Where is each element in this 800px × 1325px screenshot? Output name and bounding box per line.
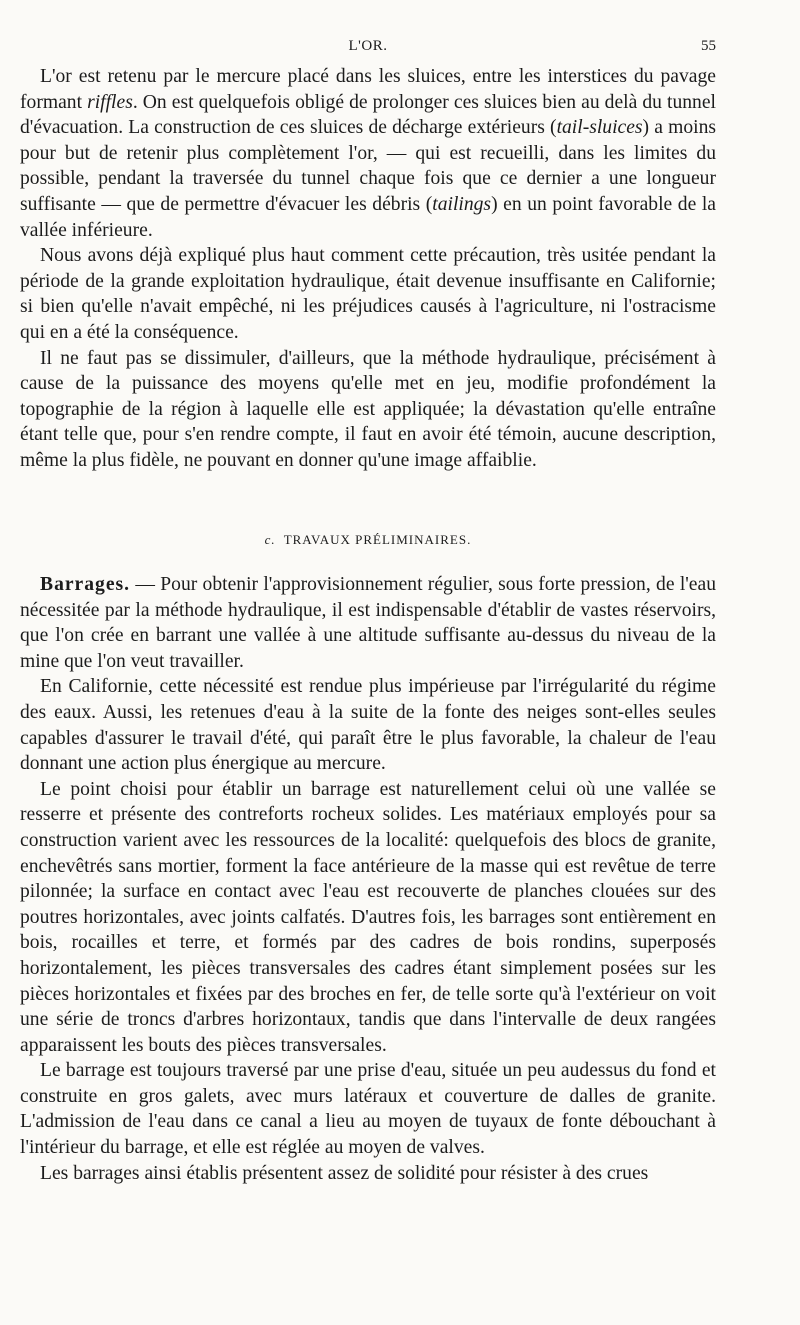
paragraph-point-choisi: Le point choisi pour établir un barrage est naturellement celui où une vallée se resserre et présente des contreforts rocheux solides. Les matériaux employés pour sa construction varient avec les ressources de la localité: quelquefois des blocs de granite, enchevêtrés sans mortier, forment la face antérieure de la masse qui est revêtue de terre pilonnée; la surface en contact avec l'eau est recouverte de planches clouées sur des poutres horizontales, avec joints calfatés. D'autres fois, les barrages sont entièrement en bois, rocailles et terre, et formés par des cadres de bois rondins, superposés horizontalement, les pièces transversales des cadres étant simplement posées sur les pièces horizontales et fixées par des broches en fer, de telle sorte qu'à l'extérieur on voit une série de troncs d'arbres horizontaux, tandis que dans l'intervalle de deux rangées apparaissent les bouts des pièces transversales. bbox=[20, 778, 716, 1056]
run-in-heading: Barrages. bbox=[40, 574, 131, 595]
section-title: TRAVAUX PRÉLIMINAIRES. bbox=[283, 532, 472, 547]
text-block-top bbox=[20, 64, 716, 474]
running-title: L'OR. bbox=[348, 38, 388, 54]
running-head bbox=[20, 34, 716, 58]
text-run: — Pour obtenir l'approvisionnement régulier, sous forte pression, de l'eau nécessitée par la méthode hydraulique, il est indispensable d'établir de vastes réservoirs, que l'on crée en barrant une vallée à une altitude suffisante au-dessus du niveau de la mine que l'on veut travailler. bbox=[20, 574, 716, 672]
term-tailings: tailings bbox=[432, 193, 492, 215]
paragraph-solidite: Les barrages ainsi établis présentent assez de solidité pour résister à des crues bbox=[40, 1162, 649, 1184]
paragraph-precaution: Nous avons déjà expliqué plus haut comment cette précaution, très usitée pendant la période de la grande exploitation hydraulique, était devenue insuffisante en Californie; si bien qu'elle n'avait empêché, ni les préjudices causés à l'agriculture, ni l'ostracisme qui en a été la conséquence. bbox=[20, 245, 716, 343]
paragraph-californie: En Californie, cette nécessité est rendue plus impérieuse par l'irrégularité du régime des eaux. Aussi, les retenues d'eau à la suite de la fonte des neiges sont-elles seules capables d'assurer le travail d'été, qui paraît être le plus favorable, la chaleur de l'eau donnant une action plus énergique au mercure. bbox=[20, 676, 716, 775]
paragraph-sluices bbox=[20, 64, 716, 243]
section-letter: c. bbox=[264, 532, 276, 547]
term-tail-sluices: tail-sluices bbox=[556, 117, 643, 139]
paragraph-hydraulic-method: Il ne faut pas se dissimuler, d'ailleurs, que la méthode hydraulique, précisément à cause de la puissance des moyens qu'elle met en jeu, modifie profondément la topographie de la région à laquelle elle est appliquée; la dévastation qu'elle entraîne étant telle que, pour s'en rendre compte, il faut en avoir été témoin, aucune description, même la plus fidèle, ne pouvant en donner qu'une image affaiblie. bbox=[20, 347, 716, 471]
text-run: ) a moins pour but de retenir plus complètement l'or, — qui est recueilli, dans les limites du possible, pendant la traversée du tunnel chaque fois que ce dernier a une longueur suffisante — que de permettre d'évacuer les débris ( bbox=[20, 117, 717, 215]
page-number: 55 bbox=[701, 38, 716, 54]
section-heading bbox=[20, 527, 716, 553]
term-riffles: riffles bbox=[87, 91, 133, 113]
paragraph-barrages bbox=[20, 572, 716, 674]
text-run: . On est quelquefois obligé de prolonger ces sluices bien au delà du tunnel d'évacuation. La construction de ces sluices de décharge extérieurs ( bbox=[20, 91, 716, 139]
text-run: L'or est retenu par le mercure placé dans les sluices, entre les interstices du pavage formant bbox=[20, 66, 716, 113]
text-run: ) en un point favorable de la vallée inférieure. bbox=[20, 193, 717, 241]
text-block-bottom bbox=[20, 572, 716, 1186]
paragraph-prise-eau: Le barrage est toujours traversé par une prise d'eau, située un peu audessus du fond et construite en gros galets, avec murs latéraux et couverture de dalles de granite. L'admission de l'eau dans ce canal a lieu au moyen de tuyaux de fonte débouchant à l'intérieur du barrage, et elle est réglée au moyen de valves. bbox=[20, 1060, 716, 1159]
